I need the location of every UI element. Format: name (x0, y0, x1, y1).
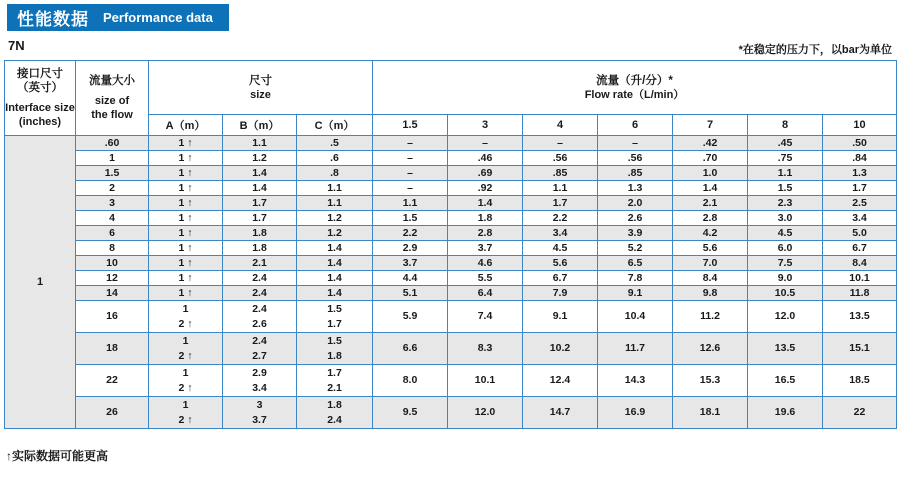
dim-c-cell: 1.1 (297, 196, 373, 211)
dim-a-cell: 1 2 ↑ (149, 365, 223, 397)
flow-size-header-en2: the flow (91, 109, 133, 121)
flow-rate-cell-7: 7.0 (673, 256, 748, 271)
flow-size-cell: 10 (76, 256, 149, 271)
table-row (5, 136, 897, 151)
flow-size-header-en1: size of (94, 95, 130, 107)
flow-size-cell: 4 (76, 211, 149, 226)
flow-rate-cell-4: .56 (523, 151, 598, 166)
flow-rate-cell-8: 1.1 (748, 166, 823, 181)
flow-rate-cell-6: 3.9 (598, 226, 673, 241)
flow-rate-group-header-en: Flow rate（L/min） (584, 88, 685, 101)
flow-rate-cell-1.5: 6.6 (373, 333, 448, 365)
table-row (5, 333, 897, 365)
flow-rate-cell-1.5: – (373, 166, 448, 181)
dim-a-cell: 1 ↑ (149, 151, 223, 166)
size-group-header (149, 61, 373, 115)
flow-rate-cell-3: 6.4 (448, 286, 523, 301)
flow-rate-cell-6: 9.1 (598, 286, 673, 301)
col-header-a: A（m） (149, 115, 223, 136)
flow-rate-cell-10: 10.1 (823, 271, 897, 286)
flow-rate-cell-6: 16.9 (598, 397, 673, 429)
dim-c-cell: 1.8 2.4 (297, 397, 373, 429)
flow-rate-cell-4: 9.1 (523, 301, 598, 333)
dim-b-cell: 2.4 (223, 271, 297, 286)
flow-size-cell: .60 (76, 136, 149, 151)
flow-rate-cell-8: .45 (748, 136, 823, 151)
table-row (5, 301, 897, 333)
banner-title-en: Performance data (103, 10, 213, 25)
dim-a-cell: 1 2 ↑ (149, 301, 223, 333)
flow-rate-cell-4: 10.2 (523, 333, 598, 365)
flow-rate-cell-1.5: 2.2 (373, 226, 448, 241)
flow-size-cell: 2 (76, 181, 149, 196)
dim-a-cell: 1 ↑ (149, 226, 223, 241)
flow-rate-cell-7: 2.8 (673, 211, 748, 226)
flow-rate-cell-3: .69 (448, 166, 523, 181)
dim-c-cell: 1.5 1.7 (297, 301, 373, 333)
dim-a-cell: 1 ↑ (149, 241, 223, 256)
flow-rate-cell-6: 10.4 (598, 301, 673, 333)
flow-rate-cell-6: .56 (598, 151, 673, 166)
flow-rate-cell-10: 5.0 (823, 226, 897, 241)
dim-b-cell: 1.2 (223, 151, 297, 166)
flow-rate-cell-7: .70 (673, 151, 748, 166)
col-header-rate-3: 4 (523, 115, 598, 136)
dim-c-cell: 1.4 (297, 286, 373, 301)
dim-a-cell: 1 ↑ (149, 286, 223, 301)
flow-size-cell: 8 (76, 241, 149, 256)
dim-c-cell: .8 (297, 166, 373, 181)
flow-rate-cell-4: 1.1 (523, 181, 598, 196)
flow-rate-cell-7: 5.6 (673, 241, 748, 256)
flow-rate-cell-8: 19.6 (748, 397, 823, 429)
flow-rate-cell-1.5: 9.5 (373, 397, 448, 429)
dim-b-cell: 2.1 (223, 256, 297, 271)
interface-size-header-en1: Interface size (5, 102, 75, 114)
dim-b-cell: 2.4 2.6 (223, 301, 297, 333)
dim-a-cell: 1 ↑ (149, 136, 223, 151)
flow-rate-cell-4: 1.7 (523, 196, 598, 211)
flow-size-cell: 12 (76, 271, 149, 286)
dim-b-cell: 1.1 (223, 136, 297, 151)
interface-size-header-zh1: 接口尺寸 (17, 68, 63, 80)
col-header-rate-5: 7 (673, 115, 748, 136)
table-row (5, 256, 897, 271)
flow-rate-cell-4: 4.5 (523, 241, 598, 256)
flow-rate-cell-3: 1.4 (448, 196, 523, 211)
table-row (5, 271, 897, 286)
interface-size-header-en2: (inches) (18, 116, 62, 128)
dim-b-cell: 1.4 (223, 181, 297, 196)
dim-b-cell: 3 3.7 (223, 397, 297, 429)
footnote-arrow: ↑实际数据可能更高 (6, 449, 109, 463)
flow-rate-cell-7: 1.4 (673, 181, 748, 196)
dim-c-cell: 1.4 (297, 256, 373, 271)
dim-a-cell: 1 2 ↑ (149, 397, 223, 429)
flow-rate-cell-10: 6.7 (823, 241, 897, 256)
flow-rate-cell-1.5: – (373, 151, 448, 166)
col-header-c: C（m） (297, 115, 373, 136)
flow-rate-cell-3: 12.0 (448, 397, 523, 429)
dim-a-cell: 1 ↑ (149, 181, 223, 196)
flow-rate-cell-7: 4.2 (673, 226, 748, 241)
dim-b-cell: 1.7 (223, 196, 297, 211)
dim-c-cell: 1.7 2.1 (297, 365, 373, 397)
flow-size-header (76, 61, 149, 136)
col-header-rate-7: 10 (823, 115, 897, 136)
flow-rate-cell-1.5: 2.9 (373, 241, 448, 256)
flow-rate-cell-10: 11.8 (823, 286, 897, 301)
flow-rate-cell-6: .85 (598, 166, 673, 181)
dim-c-cell: 1.2 (297, 211, 373, 226)
flow-rate-cell-6: 7.8 (598, 271, 673, 286)
col-header-b: B（m） (223, 115, 297, 136)
flow-rate-cell-3: 3.7 (448, 241, 523, 256)
flow-rate-cell-10: 2.5 (823, 196, 897, 211)
flow-rate-cell-7: 11.2 (673, 301, 748, 333)
flow-rate-cell-6: 6.5 (598, 256, 673, 271)
flow-rate-cell-4: 12.4 (523, 365, 598, 397)
dim-b-cell: 1.4 (223, 166, 297, 181)
dim-c-cell: 1.5 1.8 (297, 333, 373, 365)
flow-rate-group-header-zh: 流量（升/分）* (596, 74, 673, 87)
dim-c-cell: 1.4 (297, 271, 373, 286)
flow-rate-cell-1.5: 8.0 (373, 365, 448, 397)
dim-a-cell: 1 ↑ (149, 196, 223, 211)
flow-size-cell: 1.5 (76, 166, 149, 181)
pressure-note: *在稳定的压力下，以bar为单位 (738, 44, 892, 56)
flow-size-cell: 1 (76, 151, 149, 166)
flow-rate-cell-7: 8.4 (673, 271, 748, 286)
flow-rate-cell-7: 2.1 (673, 196, 748, 211)
flow-rate-cell-8: 3.0 (748, 211, 823, 226)
size-group-header-zh: 尺寸 (249, 74, 272, 87)
interface-size-header-zh2: （英寸） (17, 82, 63, 94)
flow-rate-cell-8: 9.0 (748, 271, 823, 286)
flow-rate-cell-1.5: 4.4 (373, 271, 448, 286)
table-row (5, 241, 897, 256)
flow-rate-cell-7: .42 (673, 136, 748, 151)
table-row (5, 181, 897, 196)
interface-size-value: 1 (5, 136, 76, 429)
flow-rate-cell-1.5: 1.1 (373, 196, 448, 211)
flow-rate-cell-6: 5.2 (598, 241, 673, 256)
table-row (5, 151, 897, 166)
flow-rate-cell-3: 4.6 (448, 256, 523, 271)
flow-rate-cell-3: 1.8 (448, 211, 523, 226)
col-header-rate-2: 3 (448, 115, 523, 136)
flow-rate-cell-3: 10.1 (448, 365, 523, 397)
dim-a-cell: 1 ↑ (149, 271, 223, 286)
flow-rate-cell-10: 13.5 (823, 301, 897, 333)
size-group-header-en: size (250, 88, 271, 101)
flow-rate-cell-6: 11.7 (598, 333, 673, 365)
col-header-rate-1: 1.5 (373, 115, 448, 136)
flow-rate-cell-4: 3.4 (523, 226, 598, 241)
flow-size-cell: 3 (76, 196, 149, 211)
flow-rate-cell-4: 14.7 (523, 397, 598, 429)
flow-size-cell: 18 (76, 333, 149, 365)
table-body (5, 136, 897, 429)
flow-size-header-zh: 流量大小 (89, 75, 135, 87)
col-header-rate-4: 6 (598, 115, 673, 136)
flow-rate-cell-1.5: 5.1 (373, 286, 448, 301)
flow-rate-cell-4: .85 (523, 166, 598, 181)
flow-rate-cell-4: – (523, 136, 598, 151)
flow-rate-cell-6: 2.0 (598, 196, 673, 211)
dim-a-cell: 1 2 ↑ (149, 333, 223, 365)
flow-rate-cell-7: 12.6 (673, 333, 748, 365)
flow-rate-cell-8: .75 (748, 151, 823, 166)
flow-rate-cell-8: 7.5 (748, 256, 823, 271)
flow-rate-cell-1.5: 5.9 (373, 301, 448, 333)
section-banner (7, 4, 229, 31)
flow-size-cell: 22 (76, 365, 149, 397)
flow-rate-cell-1.5: – (373, 181, 448, 196)
flow-rate-cell-10: 3.4 (823, 211, 897, 226)
flow-rate-cell-7: 1.0 (673, 166, 748, 181)
flow-rate-cell-6: 2.6 (598, 211, 673, 226)
flow-rate-cell-8: 10.5 (748, 286, 823, 301)
flow-rate-cell-4: 5.6 (523, 256, 598, 271)
flow-rate-cell-3: – (448, 136, 523, 151)
model-label: 7N (8, 38, 25, 53)
dim-c-cell: 1.4 (297, 241, 373, 256)
flow-rate-cell-10: 1.7 (823, 181, 897, 196)
flow-rate-cell-4: 7.9 (523, 286, 598, 301)
flow-rate-cell-1.5: 3.7 (373, 256, 448, 271)
flow-rate-cell-10: 22 (823, 397, 897, 429)
flow-rate-cell-7: 9.8 (673, 286, 748, 301)
flow-rate-cell-8: 12.0 (748, 301, 823, 333)
flow-rate-cell-4: 2.2 (523, 211, 598, 226)
flow-size-cell: 16 (76, 301, 149, 333)
flow-rate-cell-1.5: – (373, 136, 448, 151)
flow-rate-group-header (373, 61, 897, 115)
flow-rate-cell-1.5: 1.5 (373, 211, 448, 226)
dim-c-cell: 1.1 (297, 181, 373, 196)
flow-rate-cell-8: 6.0 (748, 241, 823, 256)
table-row (5, 286, 897, 301)
table-row (5, 365, 897, 397)
dim-a-cell: 1 ↑ (149, 256, 223, 271)
flow-size-cell: 26 (76, 397, 149, 429)
flow-rate-cell-3: 2.8 (448, 226, 523, 241)
table-row (5, 397, 897, 429)
dim-b-cell: 1.8 (223, 241, 297, 256)
dim-c-cell: 1.2 (297, 226, 373, 241)
interface-size-header (5, 61, 76, 136)
dim-c-cell: .5 (297, 136, 373, 151)
flow-rate-cell-8: 16.5 (748, 365, 823, 397)
flow-rate-cell-3: 5.5 (448, 271, 523, 286)
flow-rate-cell-8: 4.5 (748, 226, 823, 241)
dim-a-cell: 1 ↑ (149, 211, 223, 226)
flow-rate-cell-3: .46 (448, 151, 523, 166)
table-row (5, 196, 897, 211)
dim-b-cell: 2.9 3.4 (223, 365, 297, 397)
table-row (5, 226, 897, 241)
flow-size-cell: 6 (76, 226, 149, 241)
table-row (5, 166, 897, 181)
flow-rate-cell-6: – (598, 136, 673, 151)
flow-rate-cell-6: 14.3 (598, 365, 673, 397)
flow-rate-cell-6: 1.3 (598, 181, 673, 196)
flow-rate-cell-10: 18.5 (823, 365, 897, 397)
flow-rate-cell-8: 2.3 (748, 196, 823, 211)
banner-title-zh: 性能数据 (17, 10, 89, 29)
dim-b-cell: 2.4 2.7 (223, 333, 297, 365)
flow-rate-cell-7: 15.3 (673, 365, 748, 397)
col-header-rate-6: 8 (748, 115, 823, 136)
dim-b-cell: 1.7 (223, 211, 297, 226)
flow-rate-cell-4: 6.7 (523, 271, 598, 286)
flow-rate-cell-3: 7.4 (448, 301, 523, 333)
flow-rate-cell-8: 1.5 (748, 181, 823, 196)
flow-rate-cell-10: 1.3 (823, 166, 897, 181)
table-row (5, 211, 897, 226)
flow-size-cell: 14 (76, 286, 149, 301)
flow-rate-cell-10: .84 (823, 151, 897, 166)
dim-c-cell: .6 (297, 151, 373, 166)
performance-table (4, 60, 897, 429)
dim-a-cell: 1 ↑ (149, 166, 223, 181)
dim-b-cell: 2.4 (223, 286, 297, 301)
flow-rate-cell-10: .50 (823, 136, 897, 151)
flow-rate-cell-8: 13.5 (748, 333, 823, 365)
flow-rate-cell-10: 8.4 (823, 256, 897, 271)
flow-rate-cell-3: .92 (448, 181, 523, 196)
dim-b-cell: 1.8 (223, 226, 297, 241)
flow-rate-cell-3: 8.3 (448, 333, 523, 365)
flow-rate-cell-10: 15.1 (823, 333, 897, 365)
flow-rate-cell-7: 18.1 (673, 397, 748, 429)
